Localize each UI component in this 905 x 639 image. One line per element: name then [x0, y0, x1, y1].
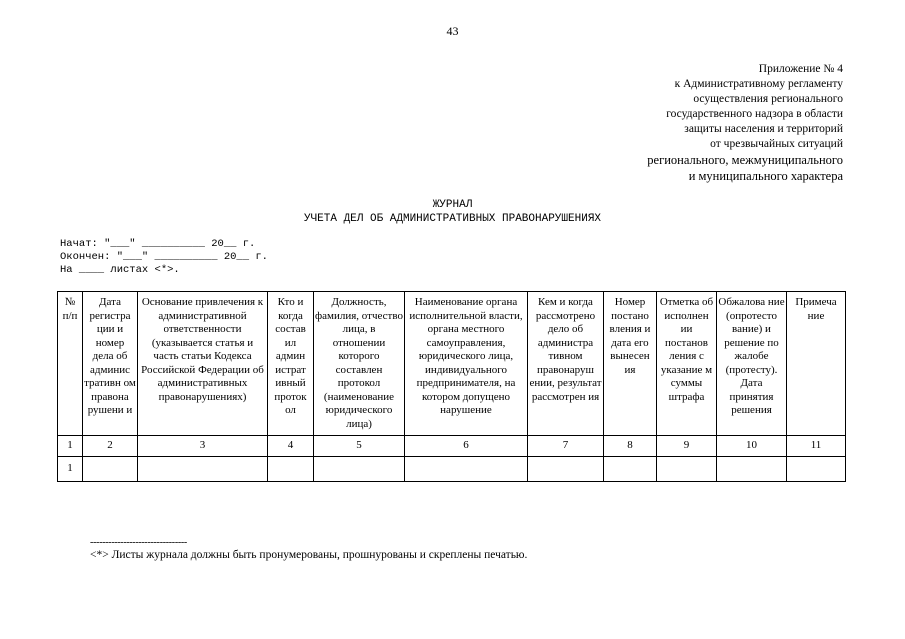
finished-line: Окончен: "___" __________ 20__ г. [60, 251, 268, 263]
column-number-cell: 9 [657, 436, 717, 457]
table-cell: 1 [58, 457, 83, 482]
column-number-cell: 8 [604, 436, 657, 457]
appendix-line: осуществления регионального [693, 93, 843, 105]
header-cell: Основание привлечения к административной ответственности (указывается статья и часть статьи Кодекса Российской Федерации об административных правонарушениях) [138, 292, 268, 436]
column-number-cell: 7 [528, 436, 604, 457]
table-cell [657, 457, 717, 482]
appendix-line: Приложение № 4 [758, 63, 843, 75]
appendix-line: к Административному регламенту [674, 78, 843, 90]
column-number-cell: 11 [787, 436, 846, 457]
header-cell: № п/п [58, 292, 83, 436]
table-cell [268, 457, 314, 482]
journal-meta [60, 238, 268, 277]
appendix-line: государственного надзора в области [666, 108, 843, 120]
header-cell: Наименование органа исполнительной власти, органа местного самоуправления, юридического лица, индивидуального предпринимателя, на котором допущено нарушение [405, 292, 528, 436]
column-number-cell: 2 [83, 436, 138, 457]
journal-table [57, 291, 846, 482]
table-cell [138, 457, 268, 482]
footnote-separator: -------------------------------- [90, 537, 187, 548]
journal-title-line2: УЧЕТА ДЕЛ ОБ АДМИНИСТРАТИВНЫХ ПРАВОНАРУШЕНИЯХ [303, 213, 602, 225]
header-cell: Отметка об исполнен ии постанов ления с указание м суммы штрафа [657, 292, 717, 436]
header-cell: Кто и когда состав ил админ истрат ивный проток ол [268, 292, 314, 436]
column-number-cell: 1 [58, 436, 83, 457]
column-number-cell: 3 [138, 436, 268, 457]
table-cell [787, 457, 846, 482]
appendix-line: от чрезвычайных ситуаций [710, 138, 843, 150]
page-number: 43 [446, 24, 459, 38]
column-number-cell: 6 [405, 436, 528, 457]
table-cell [717, 457, 787, 482]
column-number-cell: 10 [717, 436, 787, 457]
header-cell: Дата регистра ции и номер дела об админис тративн ом правона рушени и [83, 292, 138, 436]
started-line: Начат: "___" __________ 20__ г. [60, 238, 256, 250]
header-cell: Кем и когда рассмотрено дело об администра тивном правонаруш ении, результат рассмотрен ия [528, 292, 604, 436]
table-cell [83, 457, 138, 482]
table-cell [528, 457, 604, 482]
table-header-row [58, 292, 846, 436]
appendix-line-large: регионального, межмуниципального [647, 153, 843, 167]
table-row [58, 457, 846, 482]
header-cell: Примеча ние [787, 292, 846, 436]
table-cell [405, 457, 528, 482]
journal-title [0, 198, 905, 226]
journal-title-line1: ЖУРНАЛ [432, 199, 473, 211]
footnote-text: <*> Листы журнала должны быть пронумерованы, прошнурованы и скреплены печатью. [90, 549, 528, 561]
table-cell [604, 457, 657, 482]
sheets-line: На ____ листах <*>. [60, 264, 180, 276]
column-number-cell: 5 [314, 436, 405, 457]
header-cell: Обжалова ние (опротесто вание) и решение по жалобе (протесту). Дата принятия решения [717, 292, 787, 436]
header-cell: Номер постано вления и дата его вынесен ия [604, 292, 657, 436]
appendix-line-large: и муниципального характера [688, 169, 843, 183]
column-number-cell: 4 [268, 436, 314, 457]
header-cell: Должность, фамилия, отчество лица, в отношении которого составлен протокол (наименование юридического лица) [314, 292, 405, 436]
table-cell [314, 457, 405, 482]
column-number-row [58, 436, 846, 457]
appendix-line: защиты населения и территорий [684, 123, 843, 135]
appendix-block [647, 62, 843, 184]
